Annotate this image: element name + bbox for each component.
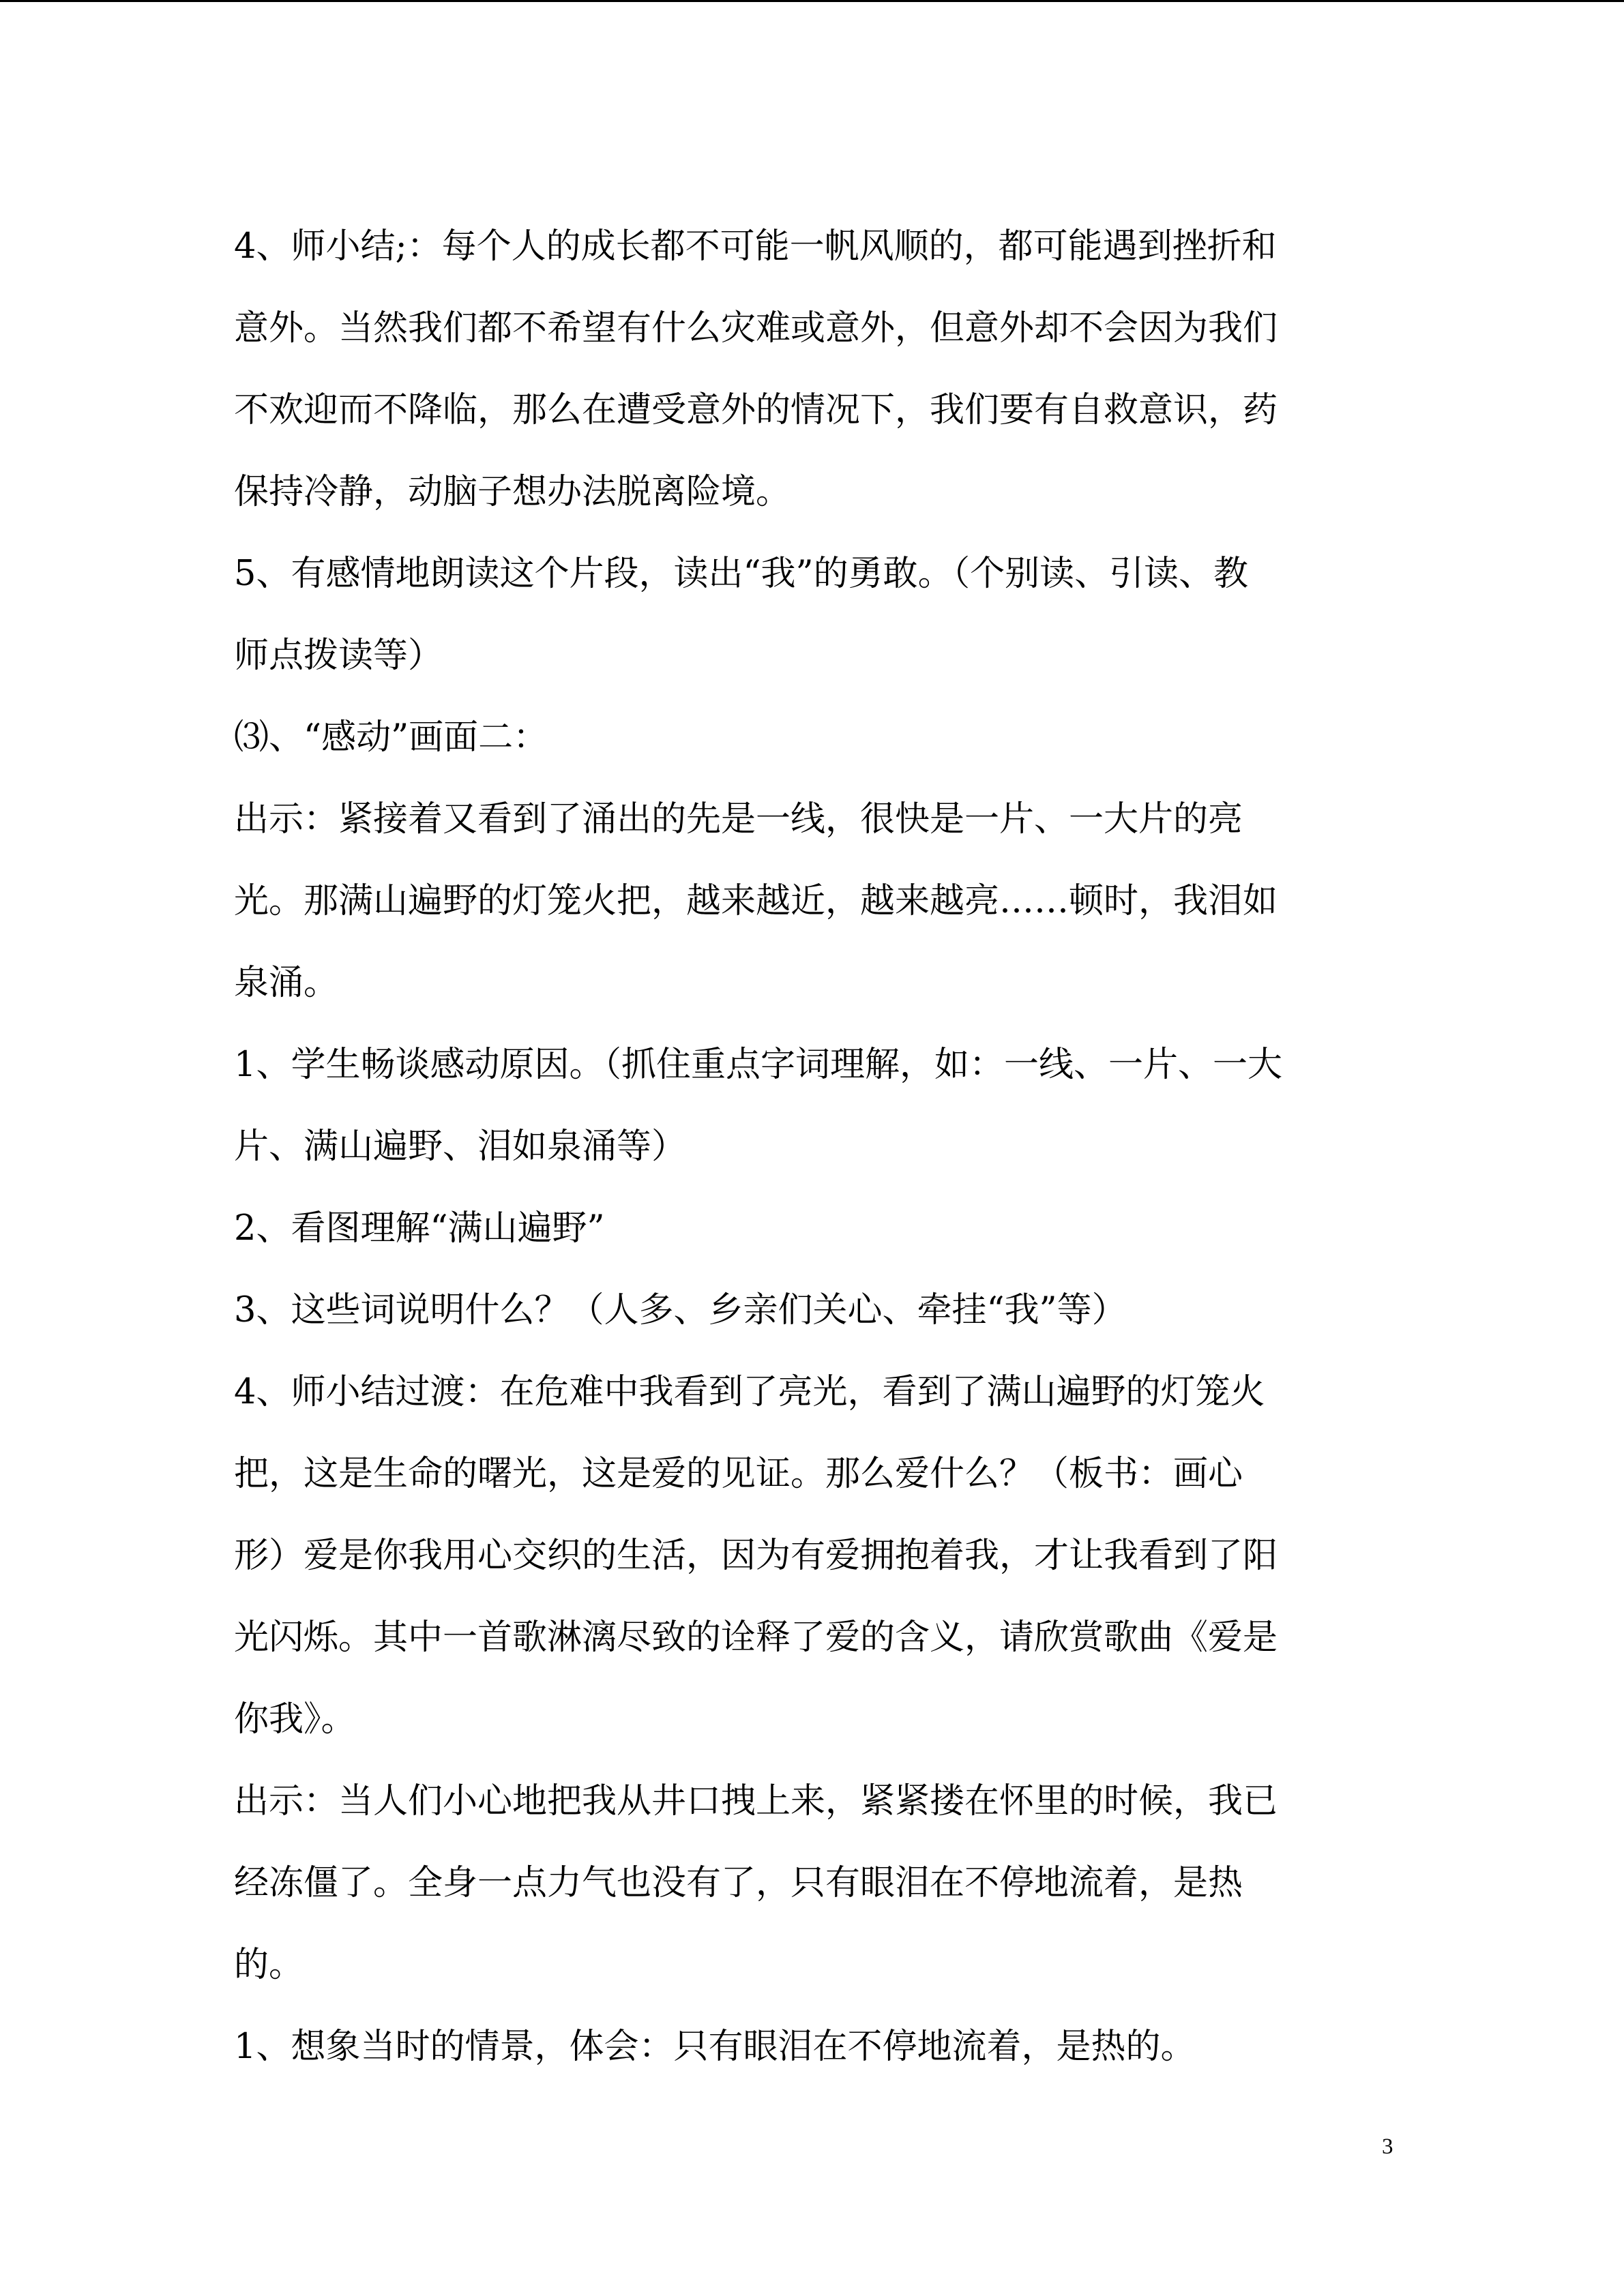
- text-line: 经冻僵了。全身一点力气也没有了，只有眼泪在不停地流着，是热: [234, 1863, 1243, 1903]
- text-line: 2、看图理解“满山遍野”: [234, 1208, 605, 1249]
- page-number: 3: [1382, 2134, 1393, 2159]
- text-line: 出示：紧接着又看到了涌出的先是一线，很快是一片、一大片的亮: [234, 799, 1243, 839]
- text-line: 泉涌。: [234, 963, 339, 1003]
- text-line: 3、这些词说明什么？（人多、乡亲们关心、牵挂“我”等）: [234, 1290, 1127, 1330]
- text-line: 的。: [234, 1945, 304, 1985]
- text-line: 不欢迎而不降临，那么在遭受意外的情况下，我们要有自救意识，药: [234, 390, 1278, 430]
- text-line: 1、学生畅谈感动原因。（抓住重点字词理解，如：一线、一片、一大: [234, 1045, 1282, 1085]
- top-border-rule: [0, 0, 1624, 2]
- text-line: 意外。当然我们都不希望有什么灾难或意外，但意外却不会因为我们: [234, 308, 1278, 348]
- text-line: 出示：当人们小心地把我从井口拽上来，紧紧搂在怀里的时候，我已: [234, 1781, 1278, 1821]
- document-body: [234, 206, 1393, 2088]
- text-line: 你我》。: [234, 1699, 356, 1740]
- text-line: 光。那满山遍野的灯笼火把，越来越近，越来越亮……顿时，我泪如: [234, 881, 1278, 921]
- text-line: 5、有感情地朗读这个片段，读出“我”的勇敢。（个别读、引读、教: [234, 554, 1249, 594]
- text-line: 片、满山遍野、泪如泉涌等）: [234, 1127, 687, 1167]
- text-line: 4、师小结过渡：在危难中我看到了亮光，看到了满山遍野的灯笼火: [234, 1372, 1265, 1412]
- text-line: 1、想象当时的情景，体会：只有眼泪在不停地流着，是热的。: [234, 2027, 1196, 2067]
- text-line: 形）爱是你我用心交织的生活，因为有爱拥抱着我，才让我看到了阳: [234, 1536, 1278, 1576]
- text-line: 保持冷静，动脑子想办法脱离险境。: [234, 472, 791, 512]
- section-heading: ⑶、“感动”画面二：: [234, 717, 548, 758]
- text-line: 4、师小结;：每个人的成长都不可能一帆风顺的，都可能遇到挫折和: [234, 226, 1277, 267]
- text-line: 把，这是生命的曙光，这是爱的见证。那么爱什么？（板书：画心: [234, 1454, 1243, 1494]
- text-line: 光闪烁。其中一首歌淋漓尽致的诠释了爱的含义，请欣赏歌曲《爱是: [234, 1617, 1278, 1658]
- text-line: 师点拨读等）: [234, 636, 443, 676]
